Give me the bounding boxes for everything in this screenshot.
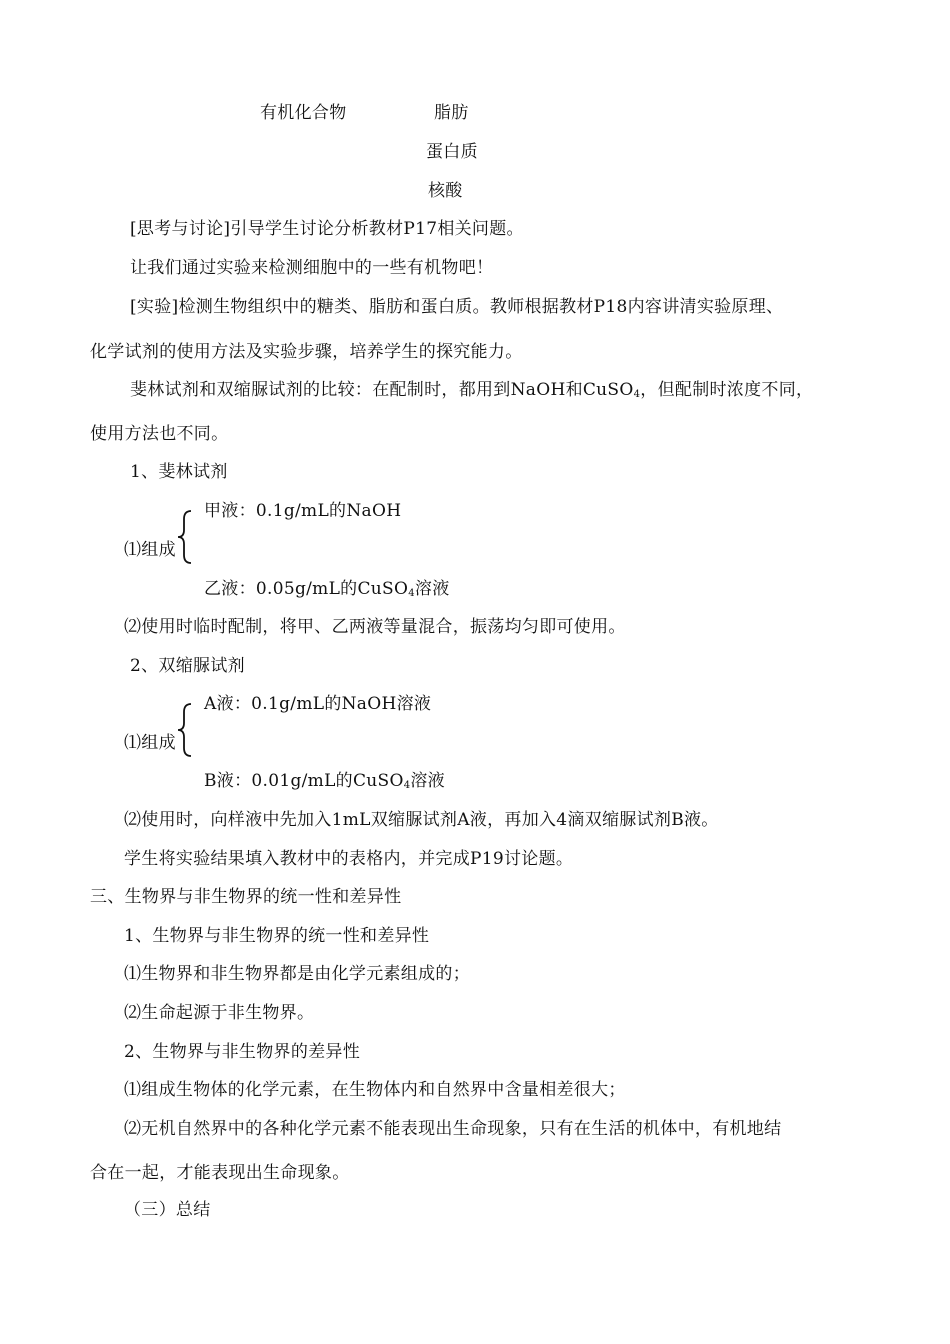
fehling-composition-label: ⑴组成	[124, 540, 176, 560]
biuret-composition-label: ⑴组成	[124, 733, 176, 753]
comparison-paragraph-line2: 使用方法也不同。	[90, 424, 229, 444]
section-three-item4-line2: 合在一起，才能表现出生命现象。	[90, 1163, 350, 1183]
summary-heading: （三）总结	[124, 1200, 211, 1220]
fat-label: 脂肪	[434, 103, 469, 123]
section-three-heading: 三、生物界与非生物界的统一性和差异性	[90, 887, 402, 907]
comparison-paragraph-line1: 斐林试剂和双缩脲试剂的比较：在配制时，都用到NaOH和CuSO$_4$，但配制时浓度不同，	[130, 380, 814, 400]
organic-compound-label: 有机化合物	[260, 103, 347, 123]
biuret-reagent-heading: 2、双缩脲试剂	[130, 656, 245, 676]
protein-label: 蛋白质	[426, 142, 478, 162]
intro-paragraph: 让我们通过实验来检测细胞中的一些有机物吧！	[130, 258, 494, 278]
biuret-usage: ⑵使用时，向样液中先加入1mL双缩脲试剂A液，再加入4滴双缩脲试剂B液。	[124, 810, 719, 830]
section-three-item1: ⑴生物界和非生物界都是由化学元素组成的；	[124, 964, 470, 984]
biuret-liquid-b: B液：0.01g/mL的CuSO$_4$溶液	[204, 771, 445, 791]
section-three-item3: ⑴组成生物体的化学元素，在生物体内和自然界中含量相差很大；	[124, 1080, 626, 1100]
section-three-item2: ⑵生命起源于非生物界。	[124, 1003, 315, 1023]
fehling-usage: ⑵使用时临时配制，将甲、乙两液等量混合，振荡均匀即可使用。	[124, 617, 626, 637]
biuret-brace-icon	[176, 702, 194, 758]
fehling-reagent-heading: 1、斐林试剂	[130, 462, 228, 482]
fehling-liquid-a: 甲液：0.1g/mL的NaOH	[204, 501, 402, 521]
fehling-brace-icon	[176, 509, 194, 565]
think-discuss-paragraph: [思考与讨论]引导学生讨论分析教材P17相关问题。	[130, 219, 524, 239]
section-three-sub1: 1、生物界与非生物界的统一性和差异性	[124, 926, 430, 946]
fehling-liquid-b: 乙液：0.05g/mL的CuSO$_4$溶液	[204, 579, 450, 599]
experiment-paragraph-line1: [实验]检测生物组织中的糖类、脂肪和蛋白质。教师根据教材P18内容讲清实验原理、	[130, 297, 784, 317]
section-three-item4-line1: ⑵无机自然界中的各种化学元素不能表现出生命现象，只有在生活的机体中，有机地结	[124, 1119, 782, 1139]
experiment-paragraph-line2: 化学试剂的使用方法及实验步骤，培养学生的探究能力。	[90, 342, 523, 362]
student-paragraph: 学生将实验结果填入教材中的表格内，并完成P19讨论题。	[124, 849, 574, 869]
section-three-sub2: 2、生物界与非生物界的差异性	[124, 1042, 361, 1062]
biuret-liquid-a: A液：0.1g/mL的NaOH溶液	[204, 694, 432, 714]
nucleic-acid-label: 核酸	[428, 181, 463, 201]
